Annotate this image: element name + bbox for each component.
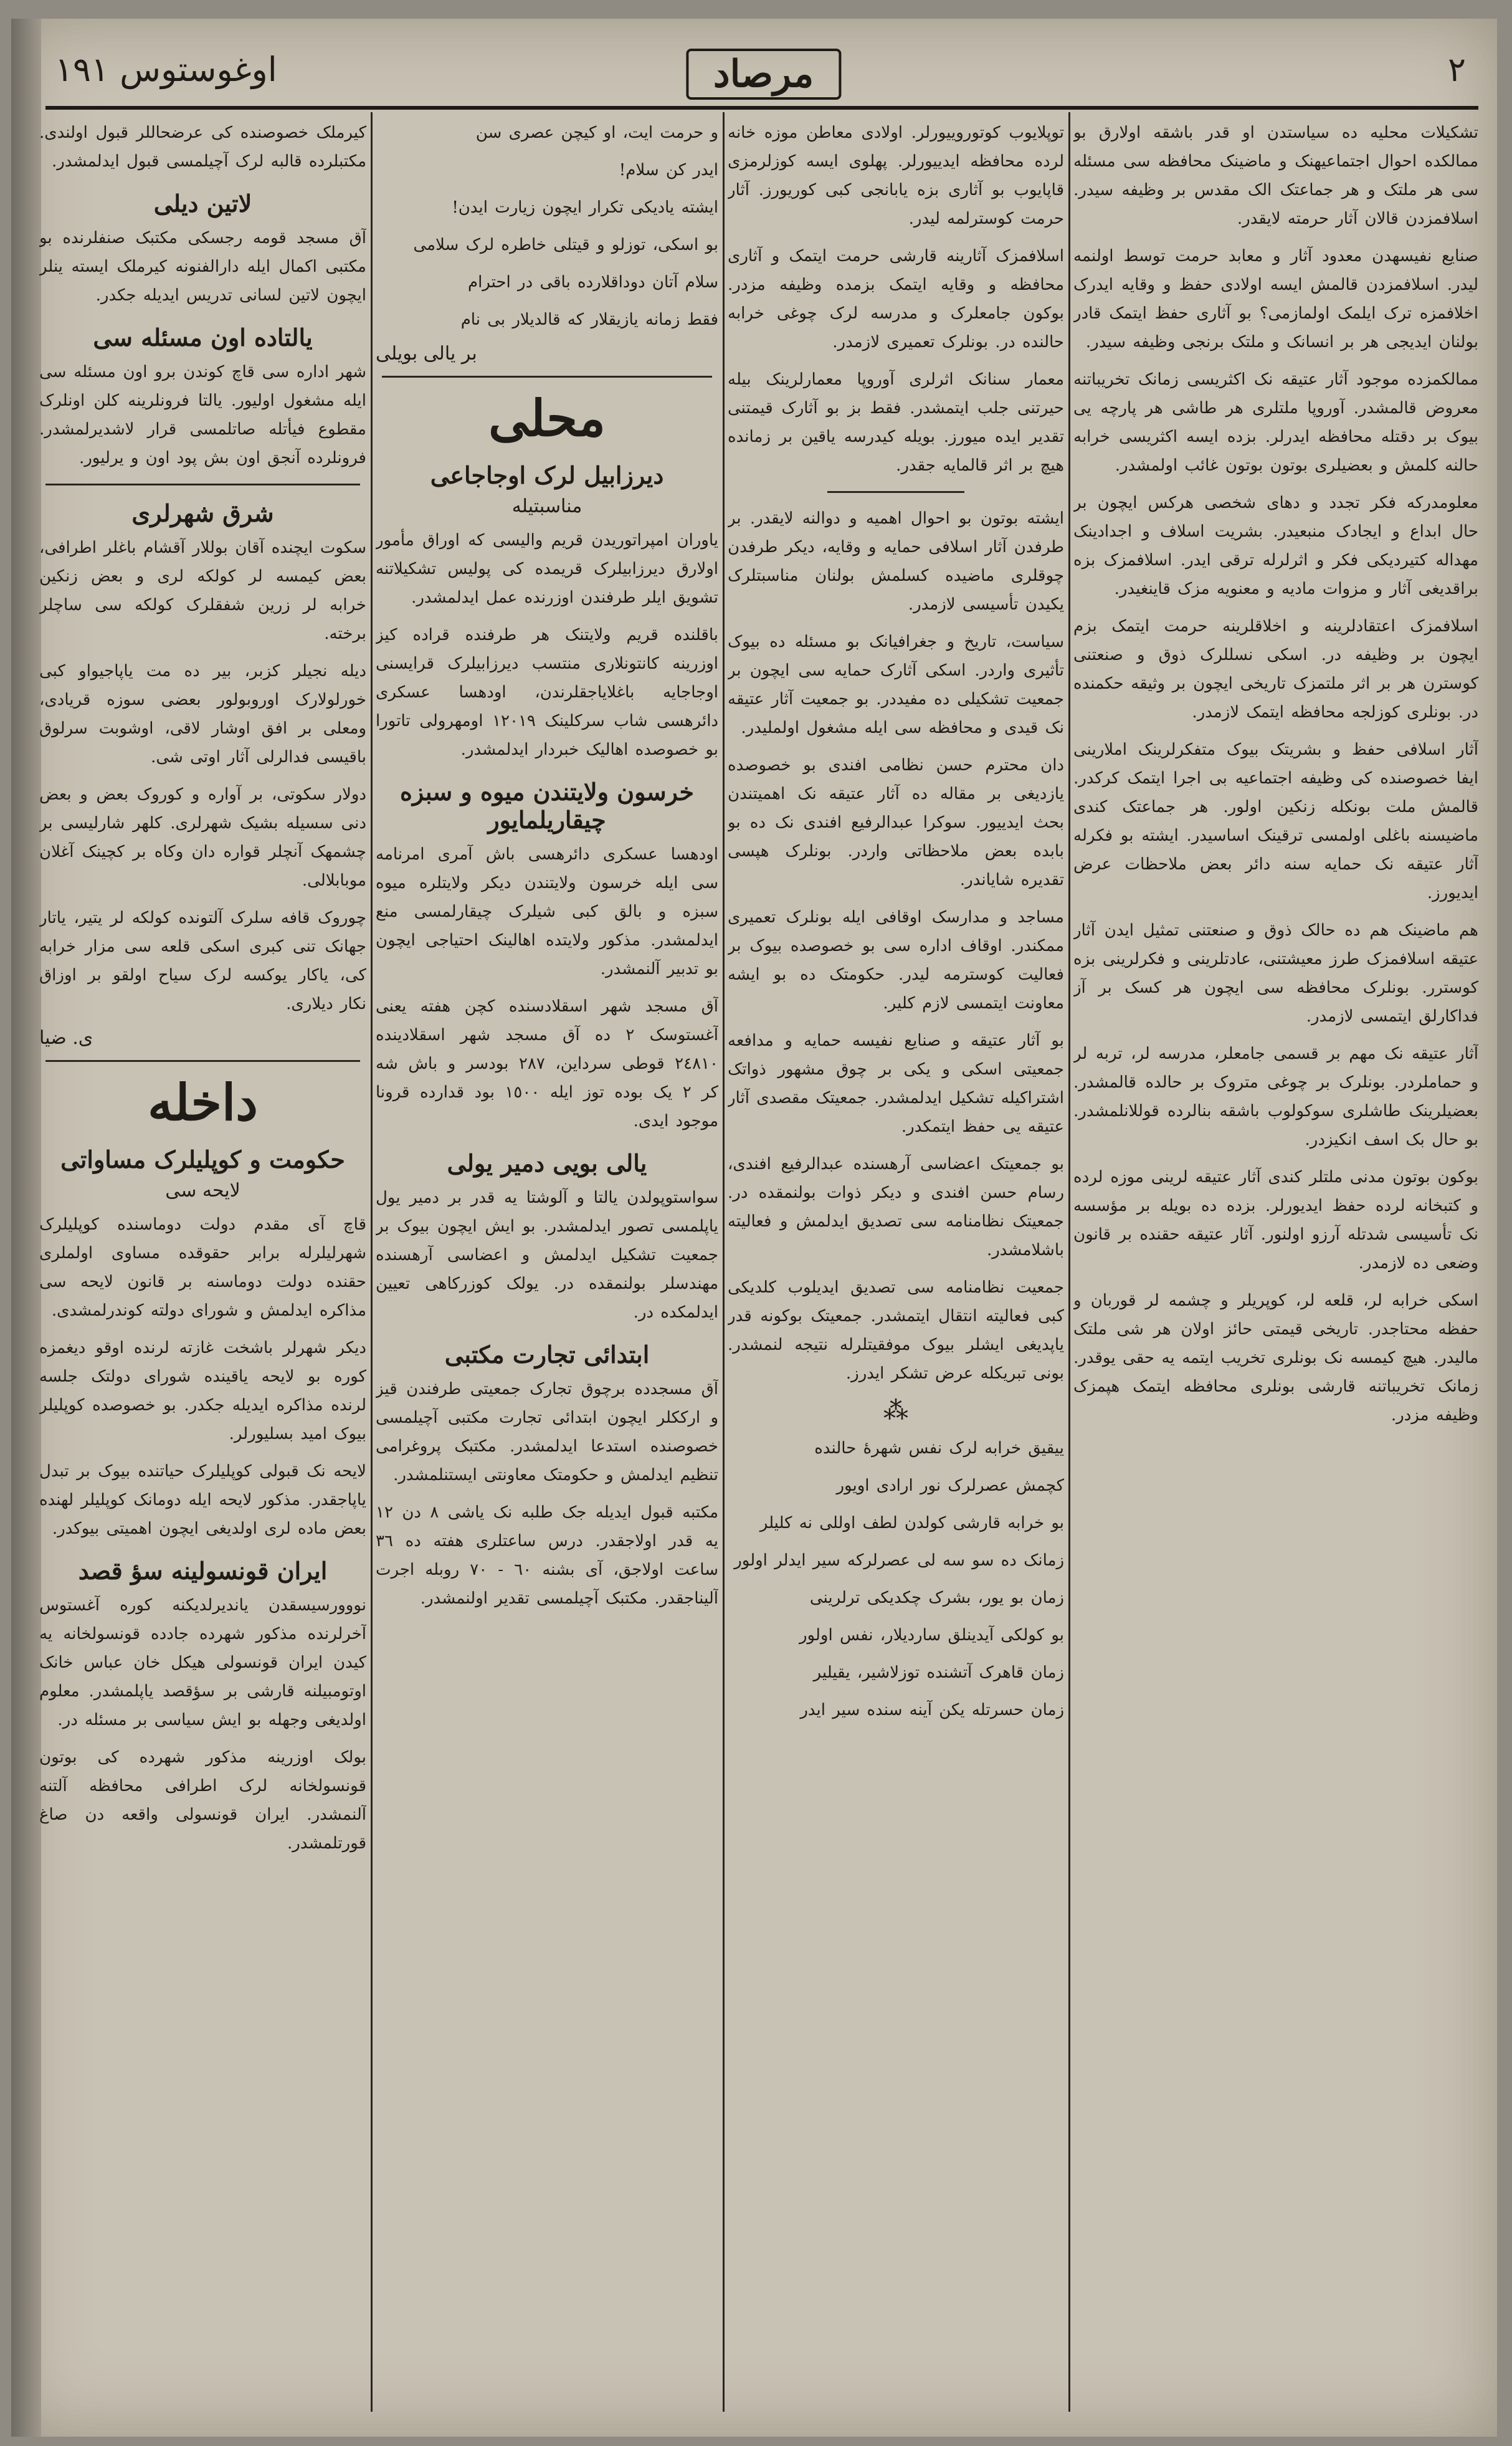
article-paragraph: شهر اداره سی قاچ کوندن برو اون مسئله سی ایله مشغول اولیور. یالتا فرونلرینه کلن اونلرک مقطوع فیأتله صاتلمسی قرار لاشدیرلمشدر. فرونلرده آنجق اون بش پود اون و یرلیور. (39, 363, 366, 467)
poem-line: سلام آتان دوداقلارده باقی در احترام (467, 273, 718, 292)
article-paragraph: سکوت ایچنده آقان بوللار آقشام باغلر اطرافی، بعض کیمسه لر کولکه لری و بعض زنکین خرابه لر زرین شفقلرک کولکه سی ساچلر برخته. (39, 538, 366, 643)
article-paragraph: تشکیلات محلیه ده سیاستدن او قدر باشقه اولارق بو ممالکده احوال اجتماعیهنک و ماضینک محافظه سی مسئله سی هر ملتک و هر جماعتک الک مقدس بر وظیفه سیدر. اسلافمزدن قالان آثار حرمته لایقدر. (1073, 123, 1478, 228)
article-paragraph: آق مسجد شهر اسقلادسنده کچن هفته یعنی آغستوسک ٢ ده آق مسجد شهر اسقلادینده ٢٤٨١٠ قوطی سرداین، ٢٨٧ بودسر و باش شه کر ٢ یک بوده توز ایله ١٥٠٠ بود قدارده قرونا موجود ایدی. (376, 997, 718, 1130)
masthead (49, 31, 1478, 106)
section-banner: محلی (488, 389, 606, 447)
article-paragraph: دولار سکوتی، بر آواره و کوروک بعض و بعض دنی سسیله بشیک شهرلری. کلهر شارلیسی بر چشمهک آنچلر قواره دان وکاه بر کچینک آغلان موبابلالی. (39, 785, 366, 890)
article-paragraph: مساجد و مدارسک اوقافی ایله بونلرک تعمیری ممکندر. اوقاف اداره سی بو خصوصده بیوک بر فعالیت کوسترمه لیدر. حکومتک ده بو ایشه معاونت ایتمسی لازم کلیر. (728, 908, 1064, 1013)
poem-line: کچمش عصرلرک نور ارادی اویور (836, 1476, 1064, 1495)
article-title: ابتدائی تجارت مکتبی (444, 1340, 650, 1369)
article-paragraph: آثار اسلافی حفظ و بشریتک بیوک متفکرلرینک املارینی ایفا خصوصنده کی وظیفه اجتماعیه بی اجرا ایتمک کرکدر. قالمش ملت بونکله زنکین اولور. هر جماعتک کندی ماضیسنه باغلی اولمسی ترقینک اساسیدر. ایشته بو فکرله آثار عتیقه نک حمایه سنه دائر بعض ملاحظات عرض ایدیورز. (1073, 740, 1478, 902)
article-paragraph: دیله نجیلر کزبر، بیر ده مت یاپاجیواو کبی خورلولارک اوروبولور بعضی سوزه قریادی، ومعلی بر افق اوشار لاقی، اوشوبت سرلوق باقیسی فدالرلی آثار اوتی شی. (39, 662, 366, 767)
article-paragraph: دان محترم حسن نظامی افندی بو خصوصده یازدیغی بر مقاله ده آثار عتیقه نک اهمیتندن بحث ایدییور. سوکرا عبدالرفیع افندی نک ده بو بابده بعض ملاحظاتی واردر. بونلرک هپسی تقدیره شایاندر. (728, 756, 1064, 889)
poem-line: بو خرابه قارشی کولدن لطف اوللی نه کلیلر (759, 1514, 1064, 1532)
article-signature: ی. ضیا (39, 1027, 93, 1049)
article-title: خرسون ولایتندن میوه و سبزه چیقاریلمایور (399, 778, 695, 834)
poem-line: زمانک ده سو سه لی عصرلرکه سیر ایدلر اولور (734, 1551, 1064, 1570)
article-paragraph: اسلافمزک آثارینه قارشی حرمت ایتمک و آثاری محافظه و وقایه ایتمک بزمده وظیفه مزدر. بوکون جامعلرک و مدرسه لرک چوغی خرابه حالنده در. بونلرک تعمیری لازمدر. (728, 247, 1064, 351)
poem-line: ایشته یادیکی تکرار ایچون زیارت ایدن! (452, 198, 718, 217)
poem-signature: بر یالی بویلی (376, 343, 477, 365)
poem-line: ییقیق خرابه لرک نفس شهرهٔ حالنده (814, 1439, 1064, 1458)
article-paragraph: بو جمعیتک اعضاسی آرهسنده عبدالرفیع افندی، رسام حسن افندی و دیکر ذوات بولنمقده در. جمعیتک نظامنامه سی تصدیق ایدلمش و فعالیته باشلامشدر. (728, 1155, 1064, 1259)
article-paragraph: سواستوپولدن یالتا و آلوشتا یه قدر بر دمیر یول یاپلمسی تصور ایدلمشدر. بو ایش ایچون بیوک بر جمعیت تشکیل ایدلمش و اعضاسی آرهسنده مهندسلر بولنمقده در. یولک کوزرکاهی تعیین ایدلمکده در. (376, 1188, 718, 1322)
newspaper-page (11, 19, 1497, 2437)
article-title: یالی بویی دمیر یولی (447, 1149, 647, 1177)
section-rule (45, 1060, 360, 1062)
article-paragraph: آثار عتیقه نک مهم بر قسمی جامعلر، مدرسه لر، تربه لر و حماملردر. بونلرک بر چوغی متروک بر حالده قالمشدر. بعضیلرینک طاشلری سوکولوب باشقه بنالرده قوللانلمشدر. بو حال بک اسف انکیزدر. (1073, 1044, 1478, 1149)
binding-edge (11, 19, 41, 2437)
article-paragraph: معلومدرکه فکر تجدد و دهای شخصی هرکس ایچون بر حال ابداع و ایجادک منبعیدر. بشریت اسلاف و اجدادینک مهداله کتیردیکی فکر و اثرلرله ترقی ایدر. اسلافمزک بزه براقدیغی آثار و مزوات مادیه و معنویه مزک قاینغیدر. (1073, 494, 1478, 598)
column-divider (371, 112, 373, 2412)
article-title: دیرزابیل لرک اوجاجاعی (430, 461, 664, 489)
article-paragraph: آق مسجد قومه رجسکی مکتبک صنفلرنده بو مکتبی اکمال ایله دارالفنونه کیرملک ایسته ینلر ایچون لاتین لسانی تدریس ایدیله جکدر. (39, 229, 366, 305)
column-1 (1073, 118, 1478, 2412)
article-subtitle: لایحه سی (165, 1180, 240, 1202)
section-rule (827, 491, 964, 493)
article-paragraph: صنایع نفیسهدن معدود آثار و معابد حرمت توسط اولنمه لیدر. اسلافمزدن قالمش ایسه اولادی حفظ و وقایه ایدرک اخلافمزه ترک ایلمک اولمازمی؟ بو آثاری حفظ ایتمک قادر بولنان ایدیجی هر بر انسانک و ملتک برنجی وظیفه سیدر. (1073, 247, 1478, 351)
article-paragraph: ممالکمزده موجود آثار عتیقه نک اکثریسی زمانک تخریباتنه معروض قالمشدر. آوروپا ملتلری هر طاشی هر پارچه یی بیوک بر دقتله محافظه ایدرلر. بزده ایسه اکثریسی خرابه حالنه کلمش و بعضیلری بوتون بوتون غائب اولمشدر. (1073, 370, 1478, 475)
article-paragraph: سیاست، تاریخ و جغرافیانک بو مسئله ده بیوک تأثیری واردر. اسکی آثارک حمایه سی ایچون بر جمعیت تشکیلی ده مفیددر. بو جمعیت آثار عتیقه نک قیدی و محافظه سی ایله مشغول اولملیدر. (728, 633, 1064, 737)
section-rule (382, 376, 712, 378)
column-3 (376, 118, 718, 2412)
article-paragraph: لایحه نک قبولی کوپلیلرک حیاتنده بیوک بر تبدل یاپاجقدر. مذکور لایحه ایله دومانک کوپلیلر لهنده بعض ماده لری اولدیغی ایچون اهمیتی بیوکدر. (39, 1462, 366, 1538)
section-rule (45, 484, 360, 485)
article-paragraph: مکتبه قبول ایدیله جک طلبه نک یاشی ٨ دن ١٢ یه قدر اولاجقدر. درس ساعتلری هفته ده ٣٦ ساعت اولاجق، آی بشنه ٦٠ - ٧٠ روبله اجرت آلیناجقدر. مکتبک آچیلمسی تقدیر اولنمشدر. (376, 1503, 718, 1608)
section-banner: داخله (148, 1073, 258, 1132)
poem-line: بو کولکی آیدینلق ساردیلار، نفس اولور (799, 1626, 1064, 1645)
column-divider (723, 112, 725, 2412)
header-rule (45, 106, 1478, 110)
poem-line: زمان بو یور، بشرک چکدیکی ترلرینی (809, 1588, 1064, 1607)
article-title: حکومت و کوپلیلرک مساواتی (60, 1145, 345, 1173)
page-number: ٢ (1447, 50, 1466, 89)
separator-dots: ⁂ (883, 1397, 908, 1425)
article-paragraph: یاوران امپراتوریدن قریم والیسی که اوراق مأمور اولارق دیرزابیلرک قریمده کی پولیس تشکیلاتنه تشویق ایلر طرفندن اوزرنده عمل ایدلمشدر. (376, 531, 718, 607)
article-paragraph: معمار سنانک اثرلری آوروپا معمارلرینک بیله حیرتنی جلب ایتمشدر. فقط بز بو آثارک قیمتنی تقدیر ایده میورز. بویله کیدرسه یاقین بر زمانده هیچ بر اثر قالمایه جقدر. (728, 370, 1064, 475)
poem-line: و حرمت ایت، او کیچن عصری سن (475, 123, 718, 142)
article-paragraph: بولک اوزرینه مذکور شهرده کی بوتون قونسولخانه لرک اطرافی محافظه آلتنه آلنمشدر. ایران قونسولی واقعه دن صاغ قورتلمشدر. (39, 1748, 366, 1853)
poem-line: زمان قاهرک آتشنده توزلاشیر، یقیلیر (813, 1663, 1064, 1682)
article-paragraph: جمعیت نظامنامه سی تصدیق ایدیلوب کلدیکی کبی فعالیته انتقال ایتمشدر. جمعیتک بوکونه قدر یاپدیغی ایشلر بیوک موفقیتلرله نتیجه لنمشدر. بونی تبریکله عرض تشکر ایدرز. (728, 1278, 1064, 1383)
article-paragraph: باقلنده قریم ولایتنک هر طرفنده قراده کیز اوزرینه کانتونلاری منتسب دیرزابیلرک قرایسنی اوجاجایه باغلایاجقلرندن، اودهسا عسکری دائرهسی شاب سرکلینک ١٢٠١٩ اومهرولی تاتورا بو خصوصده اهالیک خبردار ایدلمشدر. (376, 626, 718, 759)
article-paragraph: اسکی خرابه لر، قلعه لر، کوپریلر و چشمه لر قوربان و حفظه محتاجدر. تاریخی قیمتی حائز اولان هر شی ملتک مالیدر. هیچ کیمسه نک بونلری تخریب ایتمه یه حقی یوقدر. زمانک تخریباتنه قارشی بونلری محافظه ایتمک هپمزک وظیفه مزدر. (1073, 1291, 1478, 1425)
article-paragraph: بوکون بوتون مدنی ملتلر کندی آثار عتیقه لرینی موزه لرده و کتبخانه لرده حفظ ایدیورلر. بزده ده بویله بر مؤسسه نک تأسیسی شدتله آرزو اولنور. آثار عتیقه حقنده بر قانون وضعی ده لازمدر. (1073, 1168, 1478, 1273)
article-title: ایران قونسولینه سؤ قصد (78, 1557, 328, 1585)
article-paragraph: نووورسیسقدن یاندیرلدیکنه کوره آغستوس آخرلرنده مذکور شهرده جادده قونسولخانه یه کیدن ایران قونسولی هیکل خان عباس خانک اوتومبیلنه قارشی بر سؤقصد یاپلمشدر. معلوم اولدیغی وجهله بو ایش سیاسی بر مسئله در. (39, 1596, 366, 1729)
article-paragraph: اسلافمزک اعتقادلرینه و اخلاقلرینه حرمت ایتمک بزم ایچون بر وظیفه در. اسکی نسللرک ذوق و صنعتنی کوسترن هر بر اثر ملتمزک تاریخی ایچون بر وثیقه حکمنده در. بونلری کوزلجه محافظه ایتمک لازمدر. (1073, 617, 1478, 722)
article-paragraph: کیرملک خصوصنده کی عرضحاللر قبول اولندی. مکتبلرده قالبه لرک آچیلمسی قبول ایدلمشدر. (39, 123, 366, 171)
article-paragraph: دیکر شهرلر باشخت غازته لرنده اوقو دیغمزه کوره بو لایحه یاقینده شورای دولتک جلسه لرنده مذاکره ایدیله جکدر. بو خصوصده کوپلیلر بیوک امید بسلیورلر. (39, 1339, 366, 1443)
column-divider (1068, 112, 1070, 2412)
article-paragraph: قاچ آی مقدم دولت دوماسنده کوپلیلرک شهرلیلرله برابر حقوقده مساوی اولملری حقنده دولت دوماسنه بر قانون لایحه سی مذاکره ایدلمش و شورای دولته کوندرلمشدی. (39, 1215, 366, 1320)
article-title: شرق شهرلری (131, 499, 274, 527)
article-paragraph: توپلایوب کوتوروییورلر. اولادی معاطن موزه خانه لرده محافظه ایدییورلر. پهلوی ایسه کوزلرمزی قاپایوب بو آثاری بزه یابانجی کبی کوریورز. آثار حرمت کوسترلمه لیدر. (728, 123, 1064, 228)
newspaper-title: مرصاد (686, 49, 841, 100)
article-subtitle: مناسبتیله (511, 495, 582, 517)
issue-date: اوغوستوس ١٩١ (55, 50, 277, 89)
article-title: یالتاده اون مسئله سی (93, 323, 313, 351)
column-2 (728, 118, 1064, 2412)
article-paragraph: چوروک قافه سلرک آلتونده کولکه لر یتیر، یاتار جهانک تنی کبری اسکی قلعه سی مزار خرابه کی، یاکار یوکسه لرک سیاح اولقو بر اوزاق نکار دیلاری. (39, 909, 366, 1013)
article-title: لاتین دیلی (153, 189, 252, 217)
poem-line: بو اسکی، توزلو و قیتلی خاطره لرک سلامی (413, 236, 718, 254)
poem-line: فقط زمانه یازیقلار که قالدیلار بی نام (460, 310, 718, 329)
article-paragraph: ایشته بوتون بو احوال اهمیه و دوالنه لایقدر. بر طرفدن آثار اسلافی حمایه و وقایه، دیکر طرفدن چوقلری ماضیده کسلمش بولنان مناسبتلرک یکیدن تأسیسی لازمدر. (728, 509, 1064, 614)
column-4 (39, 118, 366, 2412)
poem-line: ایدر کن سلام! (619, 161, 718, 179)
article-paragraph: آق مسجدده برچوق تجارک جمعیتی طرفندن قیز و ارککلر ایچون ابتدائی تجارت مکتبی آچیلمسی خصوصنده استدعا ایدلمشدر. مکتبک پروغرامی تنظیم ایدلمش و حکومتک معاونتی ایستنلمشدر. (376, 1380, 718, 1484)
article-paragraph: بو آثار عتیقه و صنایع نفیسه حمایه و مدافعه جمعیتی اسکی و یکی بر چوق مشهور ذواتک اشتراکیله تشکیل ایدلمشدر. جمعیتک مقصدی آثار عتیقه یی حفظ ایتمکدر. (728, 1031, 1064, 1136)
article-paragraph: اودهسا عسکری دائرهسی باش آمری امرنامه سی ایله خرسون ولایتندن دیکر ولایتلره میوه سبزه و بالق کبی شیلرک چیقارلمسی منع ایدلمشدر. مذکور ولایتده اهالینک احتیاجی ایچون بو تدبیر آلنمشدر. (376, 845, 718, 978)
article-paragraph: هم ماضینک هم ده حالک ذوق و صنعتنی تمثیل ایدن آثار عتیقه اسلافمزک طرز معیشتنی، عادتلرینی و فکرلرینی بزه کوسترر. بونلرک محافظه سی ایچون هر کسک بر آز فداکارلق ایتمسی لازمدر. (1073, 921, 1478, 1026)
poem-line: زمان حسرتله یکن آینه سنده سیر ایدر (800, 1701, 1064, 1719)
